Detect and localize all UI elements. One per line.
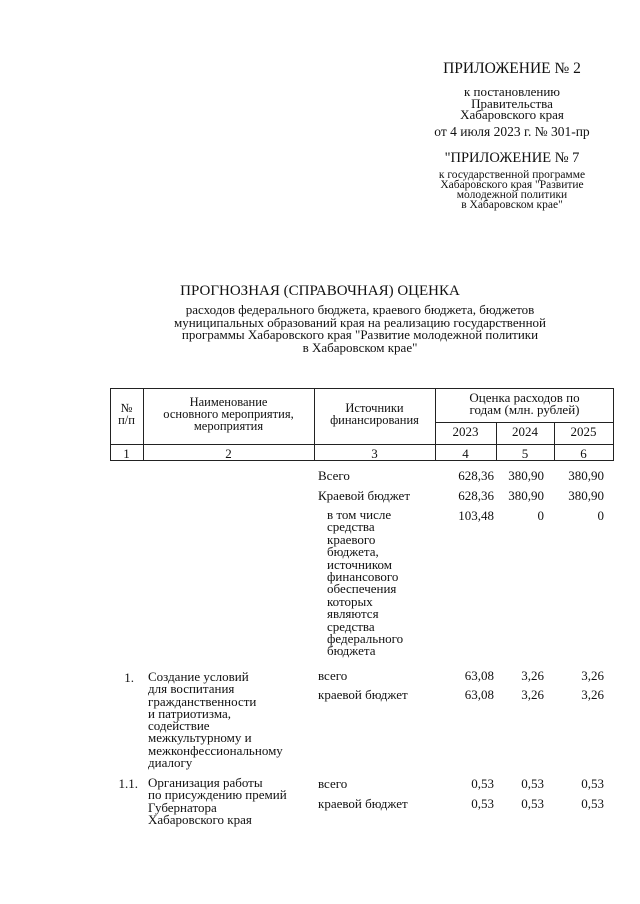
federal-note: [327, 509, 403, 658]
header-divider: [110, 444, 614, 445]
document-subtitle: [0, 304, 640, 354]
program-line: к государственной программе: [438, 169, 586, 181]
header-name-line: мероприятия: [193, 419, 264, 433]
item1-source-regional: краевой бюджет: [318, 687, 408, 702]
header-estimate: [435, 392, 614, 416]
federal-note-line: источником: [327, 556, 392, 572]
federal-note-line: средства: [327, 618, 375, 634]
item1-regional-2025: 3,26: [581, 687, 604, 702]
item1-name-line: для воспитания: [148, 681, 235, 697]
item11-regional-2025: 0,53: [581, 796, 604, 811]
table-border-top: [110, 388, 614, 389]
ref-line: Правительства: [471, 95, 553, 111]
federal-2025: 0: [597, 508, 604, 523]
regional-2024: 380,90: [508, 488, 544, 503]
header-estimate-line: годам (млн. рублей): [469, 402, 580, 417]
item1-total-2025: 3,26: [581, 668, 604, 683]
date-line: от 4 июля 2023 г. № 301-пр: [434, 124, 590, 139]
col-number: 4: [462, 446, 469, 461]
col-number: 2: [225, 446, 232, 461]
federal-note-line: которых: [327, 593, 373, 609]
federal-note-line: бюджета,: [327, 544, 379, 560]
item11-source-total: всего: [318, 776, 348, 791]
regional-2025: 380,90: [568, 488, 604, 503]
item1-regional-2023: 63,08: [464, 687, 494, 702]
subtitle-line: в Хабаровском крае": [302, 339, 418, 355]
federal-note-line: обеспечения: [327, 581, 397, 597]
appendix-number: ПРИЛОЖЕНИЕ № 2: [443, 60, 581, 77]
years-divider: [435, 422, 614, 423]
item11-total-2023: 0,53: [471, 776, 494, 791]
header-name: [143, 396, 314, 432]
year-2025: 2025: [570, 424, 597, 439]
item1-name-line: и патриотизма,: [148, 705, 231, 721]
item1-total-2023: 63,08: [464, 668, 494, 683]
ref-line: к постановлению: [463, 84, 561, 99]
total-2024: 380,90: [508, 468, 544, 483]
item1-name: [148, 671, 283, 769]
item11-source-regional: краевой бюджет: [318, 796, 408, 811]
item1-name-line: Создание условий: [148, 669, 249, 684]
item1-regional-2024: 3,26: [521, 687, 544, 702]
item1-name-line: межкультурному и: [148, 730, 252, 746]
header-no-line: п/п: [118, 413, 135, 427]
item1-name-line: межконфессиональному: [148, 742, 283, 758]
item11-total-2025: 0,53: [581, 776, 604, 791]
item1-name-line: гражданственности: [148, 693, 257, 709]
regional-source: Краевой бюджет: [318, 488, 411, 503]
item1-name-line: содействие: [148, 718, 210, 734]
resolution-date: [392, 125, 632, 138]
header-name-line: основного мероприятия,: [163, 407, 294, 421]
item11-total-2024: 0,53: [521, 776, 544, 791]
item11-name: [148, 777, 287, 826]
document-title: ПРОГНОЗНАЯ (СПРАВОЧНАЯ) ОЦЕНКА: [180, 283, 460, 299]
program-line: Хабаровского края "Развитие: [440, 179, 584, 191]
col-number: 6: [580, 446, 587, 461]
ref-line: Хабаровского края: [460, 107, 564, 122]
federal-2023: 103,48: [458, 508, 494, 523]
item1-total-2024: 3,26: [521, 668, 544, 683]
item11-number: 1.1.: [118, 776, 138, 791]
item11-name-line: Организация работы: [148, 775, 263, 790]
item11-name-line: Губернатора: [148, 799, 217, 815]
col-number: 5: [521, 446, 529, 461]
item1-number: 1.: [124, 670, 134, 685]
federal-2024: 0: [537, 508, 544, 523]
item1-name-line: диалогу: [148, 755, 193, 771]
federal-note-line: финансового: [327, 569, 399, 585]
appendix7-number: "ПРИЛОЖЕНИЕ № 7: [444, 150, 580, 166]
col-number: 3: [371, 446, 378, 461]
federal-note-line: в том числе: [327, 507, 392, 522]
table-header: [110, 388, 614, 464]
program-line: молодежной политики: [456, 189, 568, 201]
federal-note-line: средства: [327, 519, 375, 535]
item11-name-line: Хабаровского края: [148, 811, 252, 827]
federal-note-line: являются: [327, 606, 379, 622]
program-reference: [392, 170, 632, 210]
header-estimate-line: Оценка расходов по: [469, 390, 580, 405]
header-name-line: Наименование: [189, 395, 268, 409]
item1-source-total: всего: [318, 668, 348, 683]
federal-note-line: бюджета: [327, 643, 376, 659]
total-2025: 380,90: [568, 468, 604, 483]
year-2023: 2023: [452, 424, 479, 439]
item11-name-line: по присуждению премий: [148, 787, 287, 803]
appendix7-title: [392, 152, 632, 165]
appendix-title: [392, 62, 632, 75]
item11-regional-2024: 0,53: [521, 796, 544, 811]
subtitle-line: программы Хабаровского края "Развитие молодежной политики: [181, 327, 539, 342]
header-no: [110, 402, 143, 426]
subtitle-line: расходов федерального бюджета, краевого бюджета, бюджетов: [185, 302, 535, 317]
header-source: [314, 402, 435, 426]
header-source-line: Источники: [345, 401, 404, 415]
federal-note-line: краевого: [327, 531, 376, 547]
year-2024: 2024: [512, 424, 538, 439]
col-number: 1: [123, 446, 130, 461]
header-no-line: №: [120, 401, 133, 415]
regional-2023: 628,36: [458, 488, 494, 503]
total-source: Всего: [318, 468, 350, 483]
header-source-line: финансирования: [330, 413, 419, 427]
federal-note-line: федерального: [327, 631, 404, 647]
resolution-reference: [392, 86, 632, 121]
subtitle-line: муниципальных образований края на реализацию государственной: [173, 314, 547, 330]
item11-regional-2023: 0,53: [471, 796, 494, 811]
program-line: в Хабаровском крае": [461, 199, 563, 211]
total-2023: 628,36: [458, 468, 494, 483]
